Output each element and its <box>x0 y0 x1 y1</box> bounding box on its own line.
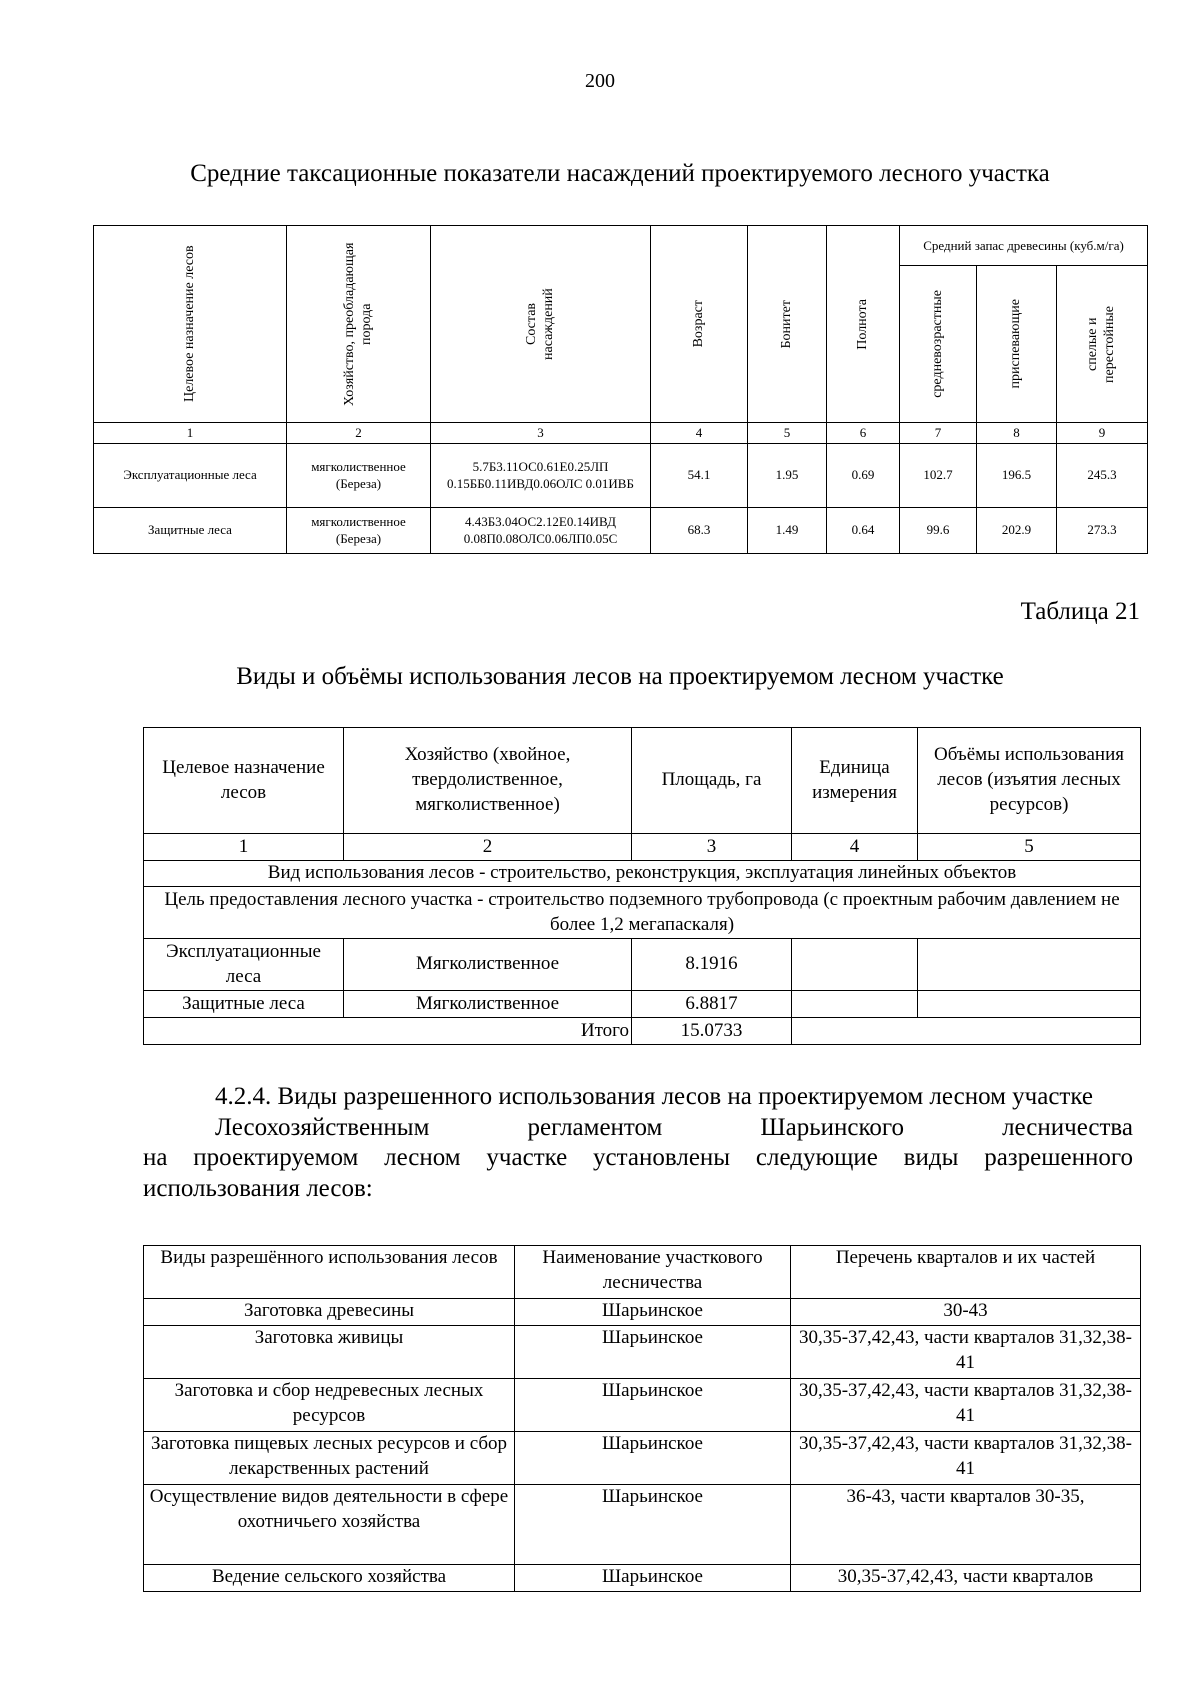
header-purpose: Целевое назначение лесов <box>144 728 344 834</box>
table-title-usage: Виды и объёмы использования лесов на проектируемом лесном участке <box>236 663 1004 690</box>
use-type-row: Вид использования лесов - строительство, реконструкция, эксплуатация линейных объектов <box>144 861 1141 887</box>
table-row: Заготовка древесины Шарьинское 30-43 <box>144 1299 1141 1326</box>
table-row: Заготовка пищевых лесных ресурсов и сбор лекарственных растений Шарьинское 30,35-37,42,43, части кварталов 31,32,38-41 <box>144 1432 1141 1485</box>
header-forestry: Наименование участкового лесничества <box>515 1246 791 1299</box>
taxation-table <box>93 225 1148 554</box>
section-heading: 4.2.4. Виды разрешенного использования лесов на проектируемом лесном участке <box>215 1083 1093 1110</box>
header-stock-ripe: спелые и перестойные <box>1057 266 1148 423</box>
table-row: Заготовка и сбор недревесных лесных ресурсов Шарьинское 30,35-37,42,43, части кварталов 31,32,38-41 <box>144 1379 1141 1432</box>
table-number-label: Таблица 21 <box>1020 598 1140 625</box>
table-row: Защитные леса Мягколиственное 6.8817 <box>144 991 1141 1018</box>
page-number: 200 <box>585 70 615 92</box>
header-bonitet: Бонитет <box>748 226 827 423</box>
header-stock-group: Средний запас древесины (куб.м/га) <box>900 226 1148 266</box>
column-numbers-row: 1 2 3 4 5 <box>144 834 1141 861</box>
header-kind: Виды разрешённого использования лесов <box>144 1246 515 1299</box>
table-row: Эксплуатационные леса Мягколиственное 8.1916 <box>144 939 1141 991</box>
header-stock-ripening: приспевающие <box>977 266 1057 423</box>
header-age: Возраст <box>651 226 748 423</box>
table-row: Ведение сельского хозяйства Шарьинское 30,35-37,42,43, части кварталов <box>144 1565 1141 1592</box>
total-row <box>144 1018 1141 1045</box>
header-farm: Хозяйство, преобладающая порода <box>287 226 431 423</box>
table-title-taxation: Средние таксационные показатели насаждений проектируемого лесного участка <box>190 160 1050 187</box>
permitted-use-table <box>143 1245 1141 1592</box>
usage-table <box>143 727 1141 1045</box>
header-volume: Объёмы использования лесов (изъятия лесных ресурсов) <box>918 728 1141 834</box>
header-density: Полнота <box>827 226 900 423</box>
header-stock-mid: средневозрастные <box>900 266 977 423</box>
table-row: Защитные леса мягколиственное (Береза) 4.43Б3.04ОС2.12Е0.14ИВД 0.08П0.08ОЛС0.06ЛП0.05С 68.3 1.49 0.64 99.6 202.9 273.3 <box>94 507 1148 553</box>
section-text <box>143 1082 1133 1204</box>
paragraph-line: Лесохозяйственным регламентом Шарьинского лесничества <box>215 1113 1133 1141</box>
header-unit: Единица измерения <box>792 728 918 834</box>
total-area: 15.0733 <box>632 1018 792 1045</box>
table-row: Эксплуатационные леса мягколиственное (Береза) 5.7Б3.11ОС0.61Е0.25ЛП 0.15ББ0.11ИВД0.06ОЛС 0.01ИВБ 54.1 1.95 0.69 102.7 196.5 245.3 <box>94 443 1148 507</box>
header-composition: Состав насаждений <box>431 226 651 423</box>
table-row: Заготовка живицы Шарьинское 30,35-37,42,43, части кварталов 31,32,38-41 <box>144 1326 1141 1379</box>
total-label: Итого <box>144 1018 632 1045</box>
header-purpose: Целевое назначение лесов <box>94 226 287 423</box>
table-row: Осуществление видов деятельности в сфере охотничьего хозяйства Шарьинское 36-43, части кварталов 30-35, <box>144 1485 1141 1565</box>
header-quarters: Перечень кварталов и их частей <box>791 1246 1141 1299</box>
paragraph-text: на проектируемом лесном участке установлены следующие виды разрешенного использования лесов: <box>143 1144 1133 1202</box>
column-numbers-row: 1 2 3 4 5 6 7 8 9 <box>94 423 1148 444</box>
header-area: Площадь, га <box>632 728 792 834</box>
goal-row: Цель предоставления лесного участка - строительство подземного трубопровода (с проектным рабочим давлением не более 1,2 мегапаскаля) <box>144 887 1141 939</box>
header-farm: Хозяйство (хвойное, твердолиственное, мягколиственное) <box>344 728 632 834</box>
